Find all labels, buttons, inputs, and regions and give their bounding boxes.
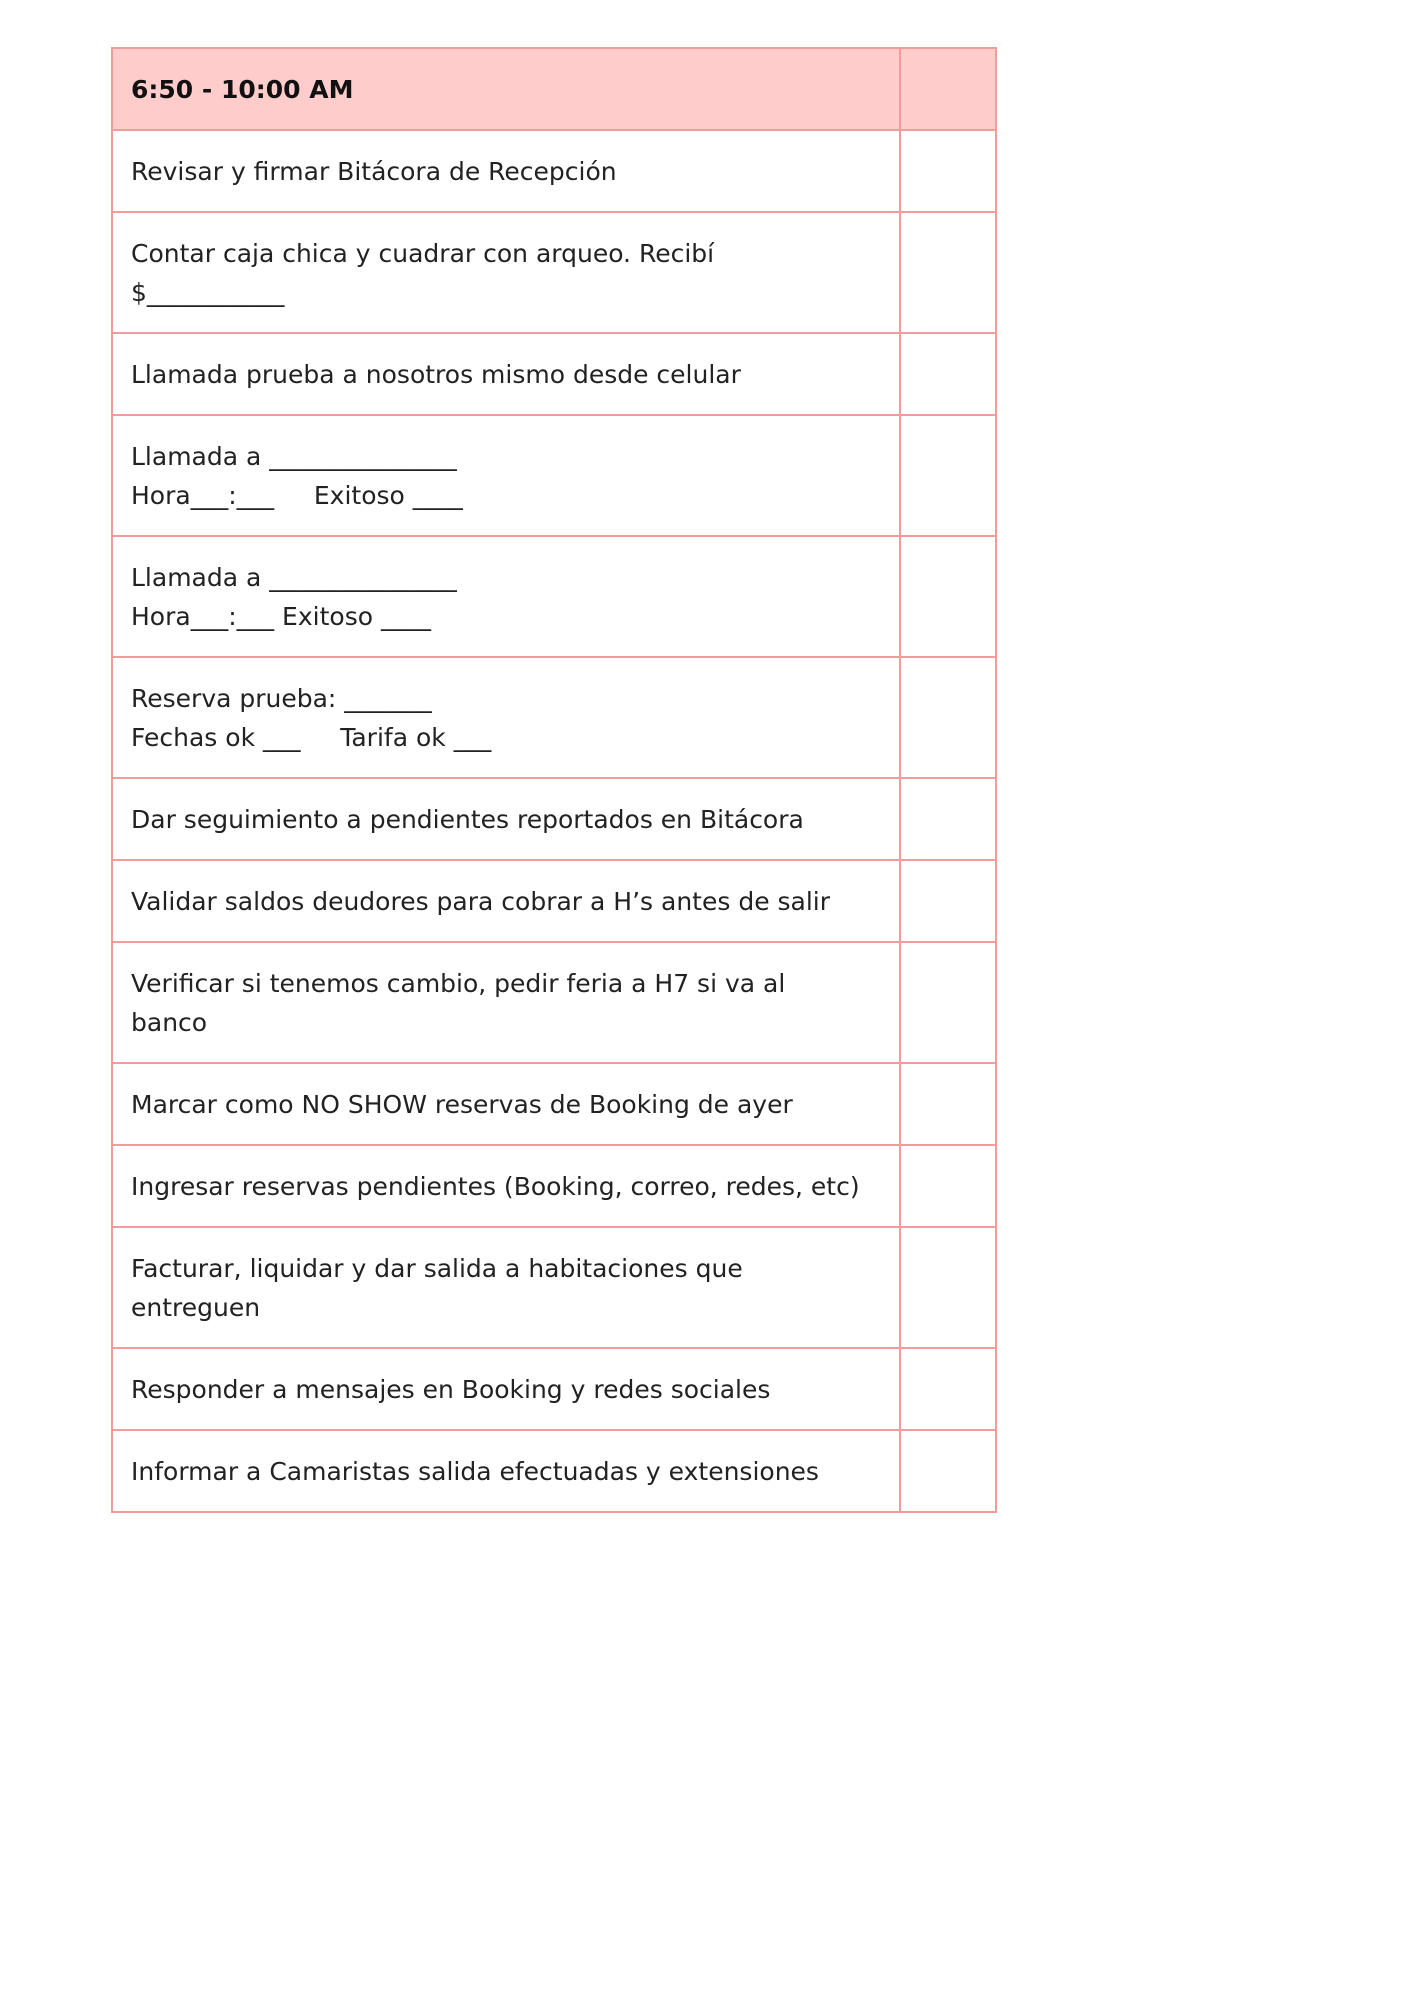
task-check-cell[interactable] <box>900 1430 996 1512</box>
task-text: Validar saldos deudores para cobrar a H’s antes de salir <box>112 860 900 942</box>
time-range-header: 6:50 - 10:00 AM <box>112 48 900 130</box>
task-row <box>112 1348 996 1430</box>
task-check-cell[interactable] <box>900 415 996 536</box>
task-text: Llamada a _______________ Hora___:___ Exitoso ____ <box>112 415 900 536</box>
header-row <box>112 48 996 130</box>
task-row <box>112 212 996 333</box>
task-row <box>112 1063 996 1145</box>
task-row <box>112 1227 996 1348</box>
task-row <box>112 536 996 657</box>
task-text: Informar a Camaristas salida efectuadas y extensiones <box>112 1430 900 1512</box>
task-text: Ingresar reservas pendientes (Booking, correo, redes, etc) <box>112 1145 900 1227</box>
task-check-cell[interactable] <box>900 778 996 860</box>
task-row <box>112 1430 996 1512</box>
task-check-cell[interactable] <box>900 212 996 333</box>
task-check-cell[interactable] <box>900 1145 996 1227</box>
header-check-cell <box>900 48 996 130</box>
task-row <box>112 333 996 415</box>
task-row <box>112 860 996 942</box>
task-row <box>112 942 996 1063</box>
task-check-cell[interactable] <box>900 130 996 212</box>
task-row <box>112 657 996 778</box>
task-text: Marcar como NO SHOW reservas de Booking de ayer <box>112 1063 900 1145</box>
task-text: Llamada a _______________ Hora___:___ Exitoso ____ <box>112 536 900 657</box>
task-text: Revisar y firmar Bitácora de Recepción <box>112 130 900 212</box>
task-check-cell[interactable] <box>900 333 996 415</box>
task-text: Verificar si tenemos cambio, pedir feria a H7 si va al banco <box>112 942 900 1063</box>
task-check-cell[interactable] <box>900 657 996 778</box>
task-check-cell[interactable] <box>900 1063 996 1145</box>
task-text: Contar caja chica y cuadrar con arqueo. Recibí $___________ <box>112 212 900 333</box>
task-text: Llamada prueba a nosotros mismo desde celular <box>112 333 900 415</box>
task-check-cell[interactable] <box>900 1348 996 1430</box>
task-row <box>112 1145 996 1227</box>
task-checklist-table <box>111 47 997 1513</box>
task-check-cell[interactable] <box>900 860 996 942</box>
task-row <box>112 415 996 536</box>
task-check-cell[interactable] <box>900 942 996 1063</box>
task-check-cell[interactable] <box>900 536 996 657</box>
task-text: Dar seguimiento a pendientes reportados en Bitácora <box>112 778 900 860</box>
task-row <box>112 778 996 860</box>
task-check-cell[interactable] <box>900 1227 996 1348</box>
task-text: Facturar, liquidar y dar salida a habitaciones que entreguen <box>112 1227 900 1348</box>
task-text: Responder a mensajes en Booking y redes sociales <box>112 1348 900 1430</box>
task-text: Reserva prueba: _______ Fechas ok ___ Tarifa ok ___ <box>112 657 900 778</box>
task-row <box>112 130 996 212</box>
